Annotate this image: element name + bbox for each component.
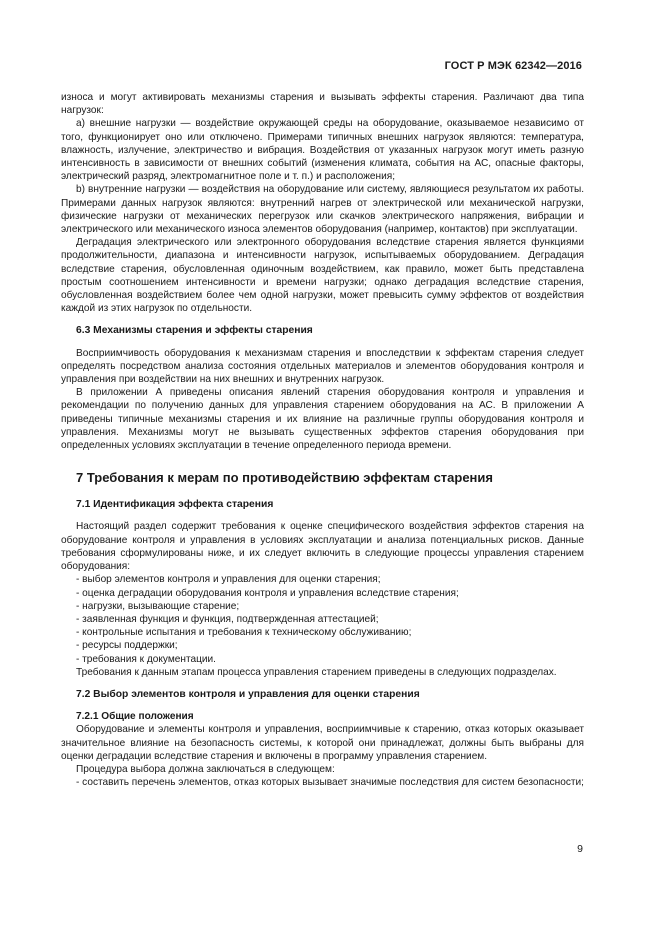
- list-item-a: a) внешние нагрузки — воздействие окружающей среды на оборудование, оказываемое независимо от того, функционирует оно или отключено. Примерами типичных внешних нагрузок являются: температура, влажность, излучение, электричество и вибрация. Воздействия от указанных нагрузок могут иметь разную интенсивность в зависимости от внешних событий (изменения климата, события на АС, опасные факторы, электрический разряд, электромагнитное поле и т. п.) и расположения;: [61, 118, 584, 183]
- section-heading-7: 7 Требования к мерам по противодействию эффектам старения: [76, 470, 493, 486]
- paragraph: Восприимчивость оборудования к механизмам старения и впоследствии к эффектам старения следует определять посредством анализа состояния отдельных материалов и элементов оборудования контроля и управления при воздействии на них внешних и внутренних нагрузок.: [61, 347, 584, 386]
- paragraph: Настоящий раздел содержит требования к оценке специфического воздействия эффектов старения на оборудование контроля и управления в условиях эксплуатации и анализа потенциальных рисков. Данные требования сформулированы ниже, и их следует включить в следующие процессы управления старением оборудования:: [61, 521, 584, 573]
- section-heading-6-3: 6.3 Механизмы старения и эффекты старения: [76, 325, 313, 337]
- section-heading-7-1: 7.1 Идентификация эффекта старения: [76, 499, 274, 511]
- paragraph: В приложении А приведены описания явлений старения оборудования контроля и управления и рекомендации по получению данных для управления старением оборудования на АС. В приложении А приведены типичные механизмы старения и их влияние на различные группы оборудования контроля и управления. Механизмы могут не вызывать существенных эффектов старения оборудования при определенных условиях эксплуатации в течение определенного периода времени.: [61, 387, 584, 452]
- list-item: - выбор элементов контроля и управления для оценки старения;: [76, 574, 381, 586]
- section-heading-7-2: 7.2 Выбор элементов контроля и управления для оценки старения: [76, 688, 420, 700]
- page-number: 9: [577, 843, 583, 855]
- subsection-heading-7-2-1: 7.2.1 Общие положения: [76, 711, 194, 723]
- list-item: - ресурсы поддержки;: [76, 640, 178, 652]
- paragraph: износа и могут активировать механизмы старения и вызывать эффекты старения. Различают два типа нагрузок:: [61, 92, 584, 117]
- list-item: - требования к документации.: [76, 653, 216, 665]
- paragraph: Процедура выбора должна заключаться в следующем:: [76, 763, 335, 775]
- list-item: - оценка деградации оборудования контроля и управления вследствие старения;: [76, 587, 459, 599]
- document-body: [61, 91, 584, 789]
- paragraph: Оборудование и элементы контроля и управления, восприимчивые к старению, отказ которых оказывает значительное влияние на безопасность системы, к которой они принадлежат, должны быть выбраны для оценки деградации вследствие старения и включены в программу управления старением.: [61, 724, 584, 762]
- standard-header: ГОСТ Р МЭК 62342—2016: [444, 60, 582, 72]
- list-item: - составить перечень элементов, отказ которых вызывает значимые последствия для систем безопасности;: [76, 777, 584, 789]
- paragraph: Требования к данным этапам процесса управления старением приведены в следующих подразделах.: [76, 666, 557, 678]
- list-item: - заявленная функция и функция, подтвержденная аттестацией;: [76, 613, 379, 625]
- list-item: - нагрузки, вызывающие старение;: [76, 600, 240, 612]
- paragraph: Деградация электрического или электронного оборудования вследствие старения является функциями продолжительности, диапазона и интенсивности нагрузок, испытываемых оборудованием. Деградация вследствие старения, обусловленная одиночным воздействием, как правило, может быть представлена простым соотношением интенсивности и времени нагрузки; однако деградация вследствие старения, обусловленная воздействием более чем одной нагрузки, может превысить сумму эффектов от воздействия каждой из этих нагрузок по отдельности.: [61, 237, 584, 315]
- list-item-b: b) внутренние нагрузки — воздействия на оборудование или систему, являющиеся результатом их работы. Примерами данных нагрузок являются: внутренний нагрев от электрической или механической нагрузки, физические нагрузки от механических перегрузок или скачков электрического напряжения, вибрации и электрического или механического износа элементов оборудования (например, контактов) при эксплуатации.: [61, 184, 584, 236]
- list-item: - контрольные испытания и требования к техническому обслуживанию;: [76, 627, 412, 639]
